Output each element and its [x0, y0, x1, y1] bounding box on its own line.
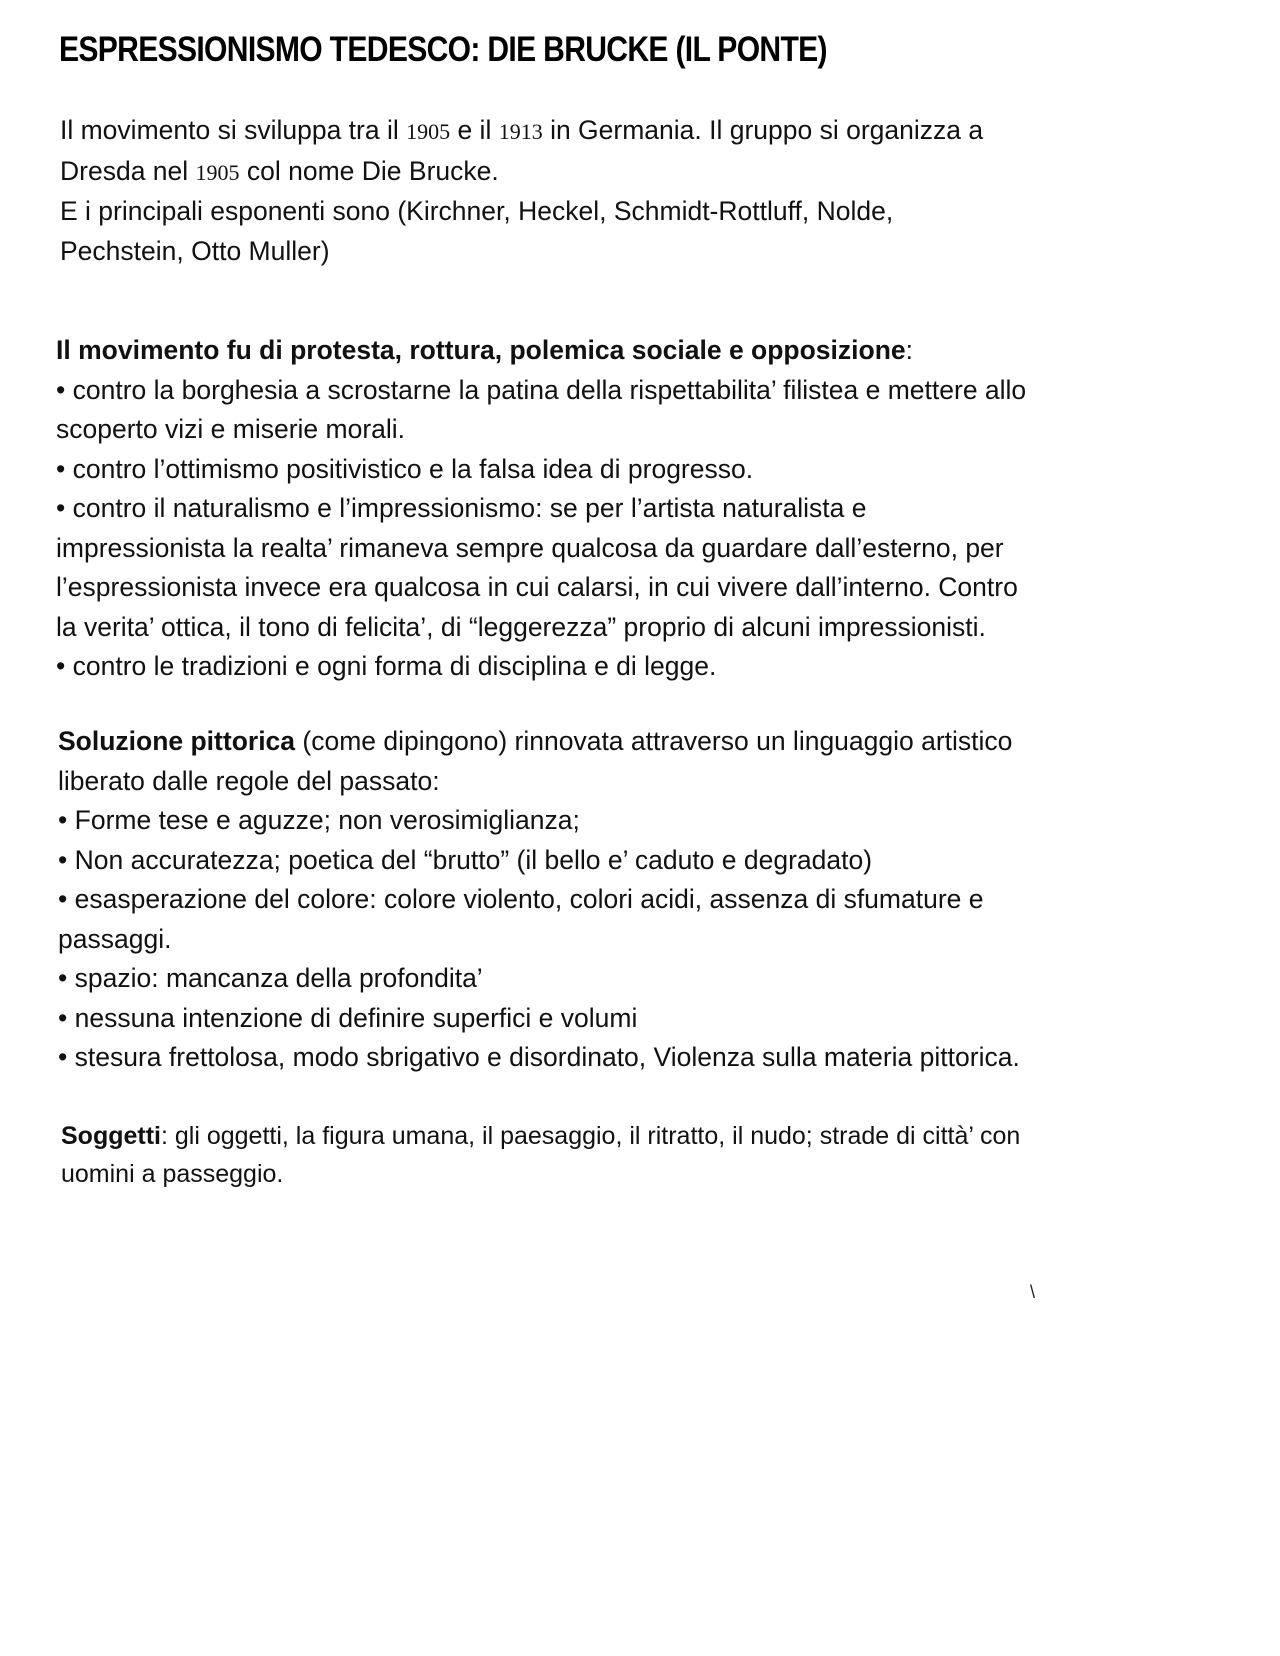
stray-mark: \: [1030, 1282, 1036, 1302]
protest-heading: [56, 331, 1206, 371]
text: Dresda nel: [60, 155, 196, 186]
section-heading: Il movimento fu di protesta, rottura, polemica sociale e opposizione: [56, 335, 906, 365]
list-item: • spazio: mancanza della profondita’: [58, 963, 483, 993]
soggetti-line: uomini a passeggio.: [61, 1160, 284, 1188]
soggetti-line: [61, 1117, 1181, 1155]
section-heading: Soluzione pittorica: [58, 726, 296, 756]
year: 1905: [195, 159, 240, 185]
soggetti-section: [61, 1117, 1181, 1193]
year: 1905: [406, 119, 451, 144]
list-item: • nessuna intenzione di definire superfici e volumi: [58, 1002, 638, 1033]
list-item: scoperto vizi e miserie morali.: [56, 414, 406, 444]
year: 1913: [498, 119, 543, 144]
text: : gli oggetti, la figura umana, il paesaggio, il ritratto, il nudo; strade di città’ con: [161, 1122, 1021, 1150]
page-title: ESPRESSIONISMO TEDESCO: DIE BRUCKE (IL PONTE): [59, 30, 827, 69]
intro-paragraph: [60, 111, 1180, 271]
list-item: • contro la borghesia a scrostarne la patina della rispettabilita’ filistea e mettere allo: [56, 374, 1027, 405]
intro-line: [60, 152, 1180, 193]
soluzione-heading: [58, 722, 1178, 762]
list-item: • Non accuratezza; poetica del “brutto” (il bello e’ caduto e degradato): [58, 844, 873, 875]
intro-line: [60, 111, 1180, 152]
soluzione-section: [58, 722, 1178, 1078]
list-item: • Forme tese e aguzze; non verosimiglianza;: [58, 805, 580, 835]
list-item: • esasperazione del colore: colore violento, colori acidi, assenza di sfumature e: [58, 884, 984, 914]
intro-line: Pechstein, Otto Muller): [60, 235, 330, 266]
list-item: impressionista la realta’ rimaneva sempre qualcosa da guardare dall’esterno, per: [56, 532, 1004, 563]
text: (come dipingono) rinnovata attraverso un linguaggio artistico: [295, 726, 1013, 756]
list-item: liberato dalle regole del passato:: [58, 765, 440, 796]
text: Il movimento si sviluppa tra il: [60, 115, 407, 145]
text: :: [905, 335, 913, 365]
list-item: passaggi.: [58, 923, 172, 954]
intro-line: E i principali esponenti sono (Kirchner, Heckel, Schmidt-Rottluff, Nolde,: [60, 196, 894, 226]
section-heading: Soggetti: [61, 1122, 161, 1150]
text: col nome Die Brucke.: [239, 155, 499, 186]
protest-section: [56, 331, 1206, 687]
list-item: • contro le tradizioni e ogni forma di disciplina e di legge.: [56, 651, 717, 681]
text: in Germania. Il gruppo si organizza a: [542, 115, 984, 145]
list-item: l’espressionista invece era qualcosa in cui calarsi, in cui vivere dall’interno. Contro: [56, 572, 1018, 602]
list-item: • contro l’ottimismo positivistico e la falsa idea di progresso.: [56, 453, 754, 484]
text: e il: [450, 115, 499, 145]
list-item: • stesura frettolosa, modo sbrigativo e disordinato, Violenza sulla materia pittorica.: [58, 1042, 1020, 1072]
list-item: la verita’ ottica, il tono di felicita’, di “leggerezza” proprio di alcuni impressionisti.: [56, 611, 986, 642]
list-item: • contro il naturalismo e l’impressionismo: se per l’artista naturalista e: [56, 493, 867, 523]
